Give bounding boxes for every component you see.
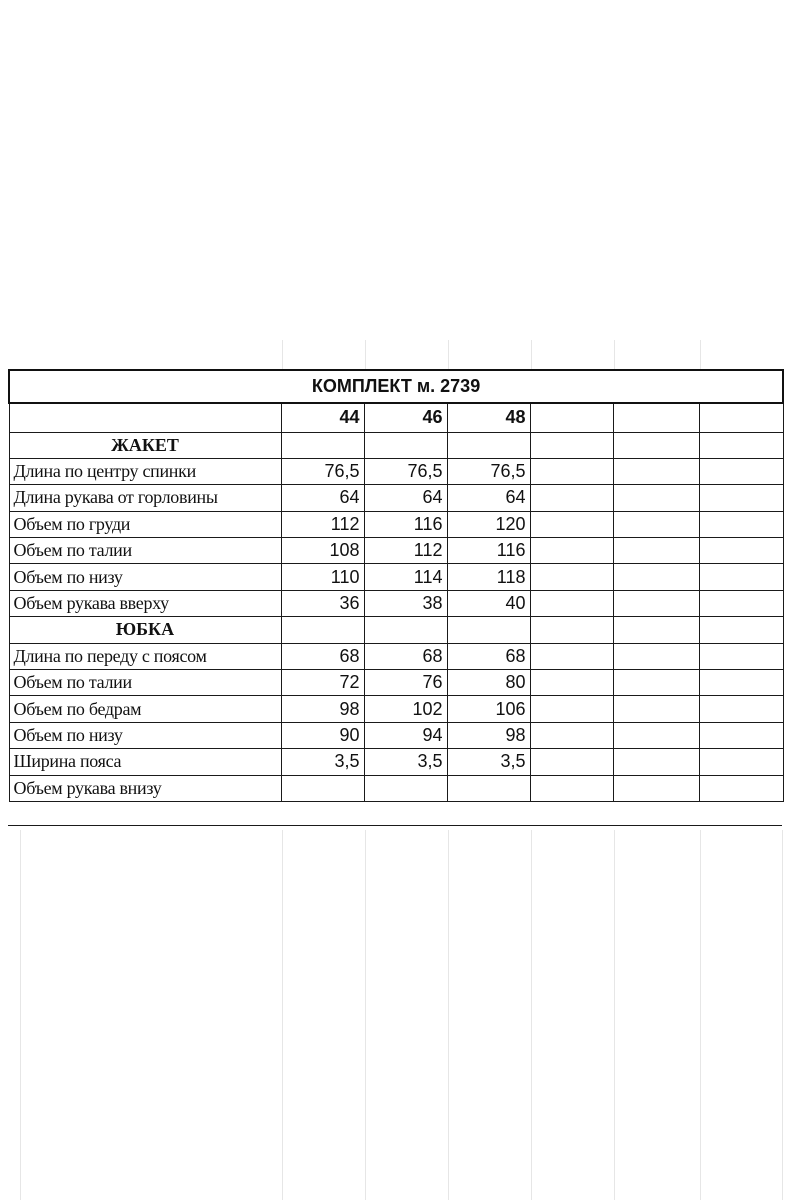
measurement-value: 36 xyxy=(281,590,364,616)
table-row xyxy=(9,670,783,696)
measurement-value xyxy=(281,775,364,801)
measurement-value: 40 xyxy=(447,590,530,616)
measurement-value: 64 xyxy=(281,485,364,511)
measurement-value: 76,5 xyxy=(364,458,447,484)
measurement-label: Длина по центру спинки xyxy=(9,458,281,484)
table-row xyxy=(9,775,783,801)
title-row xyxy=(9,370,783,403)
size-table xyxy=(8,369,784,802)
table-bottom-border xyxy=(8,825,782,829)
ghost-gridline xyxy=(531,340,532,370)
measurement-value: 72 xyxy=(281,670,364,696)
table-row xyxy=(9,511,783,537)
ghost-gridline xyxy=(282,340,283,370)
measurement-value: 64 xyxy=(364,485,447,511)
table-row xyxy=(9,722,783,748)
measurement-value: 116 xyxy=(447,538,530,564)
measurement-value: 106 xyxy=(447,696,530,722)
measurement-value: 94 xyxy=(364,722,447,748)
ghost-gridline xyxy=(700,830,701,1200)
ghost-gridline xyxy=(531,830,532,1200)
ghost-gridline xyxy=(365,340,366,370)
table-row xyxy=(9,696,783,722)
measurement-value: 3,5 xyxy=(364,749,447,775)
measurement-value xyxy=(364,775,447,801)
measurement-value: 68 xyxy=(364,643,447,669)
measurement-value: 116 xyxy=(364,511,447,537)
measurement-value: 38 xyxy=(364,590,447,616)
size-header-cell: 48 xyxy=(447,403,530,432)
table-row xyxy=(9,485,783,511)
measurement-value: 98 xyxy=(281,696,364,722)
ghost-gridline xyxy=(365,830,366,1200)
measurement-label: Объем по бедрам xyxy=(9,696,281,722)
measurement-value: 120 xyxy=(447,511,530,537)
size-header-cell: 46 xyxy=(364,403,447,432)
table-row xyxy=(9,643,783,669)
table-title: КОМПЛЕКТ м. 2739 xyxy=(9,370,783,403)
section-title-skirt: ЮБКА xyxy=(9,617,281,643)
size-header-cell xyxy=(613,403,699,432)
ghost-gridline xyxy=(614,830,615,1200)
section-title-jacket: ЖАКЕТ xyxy=(9,432,281,458)
ghost-gridline xyxy=(614,340,615,370)
measurement-label: Длина рукава от горловины xyxy=(9,485,281,511)
table-row xyxy=(9,458,783,484)
measurement-value: 76,5 xyxy=(281,458,364,484)
measurement-value: 108 xyxy=(281,538,364,564)
size-header-empty xyxy=(9,403,281,432)
measurement-value: 68 xyxy=(447,643,530,669)
section-header-row xyxy=(9,617,783,643)
size-header-cell xyxy=(699,403,783,432)
size-header-cell xyxy=(530,403,613,432)
measurement-value: 112 xyxy=(281,511,364,537)
measurement-value: 64 xyxy=(447,485,530,511)
measurement-value: 80 xyxy=(447,670,530,696)
measurement-label: Объем по талии xyxy=(9,670,281,696)
ghost-gridline xyxy=(782,830,783,1200)
measurement-value: 76 xyxy=(364,670,447,696)
size-chart xyxy=(8,369,782,802)
measurement-value: 76,5 xyxy=(447,458,530,484)
measurement-label: Объем по низу xyxy=(9,722,281,748)
measurement-value: 114 xyxy=(364,564,447,590)
measurement-value: 98 xyxy=(447,722,530,748)
measurement-value: 90 xyxy=(281,722,364,748)
measurement-value: 102 xyxy=(364,696,447,722)
measurement-value: 110 xyxy=(281,564,364,590)
measurement-value: 3,5 xyxy=(447,749,530,775)
ghost-gridline xyxy=(282,830,283,1200)
measurement-value: 112 xyxy=(364,538,447,564)
measurement-value: 118 xyxy=(447,564,530,590)
table-row xyxy=(9,564,783,590)
measurement-label: Объем рукава внизу xyxy=(9,775,281,801)
table-row xyxy=(9,749,783,775)
measurement-value: 3,5 xyxy=(281,749,364,775)
ghost-gridline xyxy=(448,340,449,370)
measurement-label: Объем по талии xyxy=(9,538,281,564)
ghost-gridline xyxy=(20,830,21,1200)
size-header-row xyxy=(9,403,783,432)
measurement-value xyxy=(447,775,530,801)
measurement-label: Ширина пояса xyxy=(9,749,281,775)
ghost-gridline xyxy=(700,340,701,370)
measurement-label: Объем по низу xyxy=(9,564,281,590)
ghost-gridline xyxy=(448,830,449,1200)
measurement-label: Длина по переду с поясом xyxy=(9,643,281,669)
measurement-label: Объем по груди xyxy=(9,511,281,537)
table-row xyxy=(9,590,783,616)
measurement-label: Объем рукава вверху xyxy=(9,590,281,616)
table-row xyxy=(9,538,783,564)
measurement-value: 68 xyxy=(281,643,364,669)
section-header-row xyxy=(9,432,783,458)
size-header-cell: 44 xyxy=(281,403,364,432)
